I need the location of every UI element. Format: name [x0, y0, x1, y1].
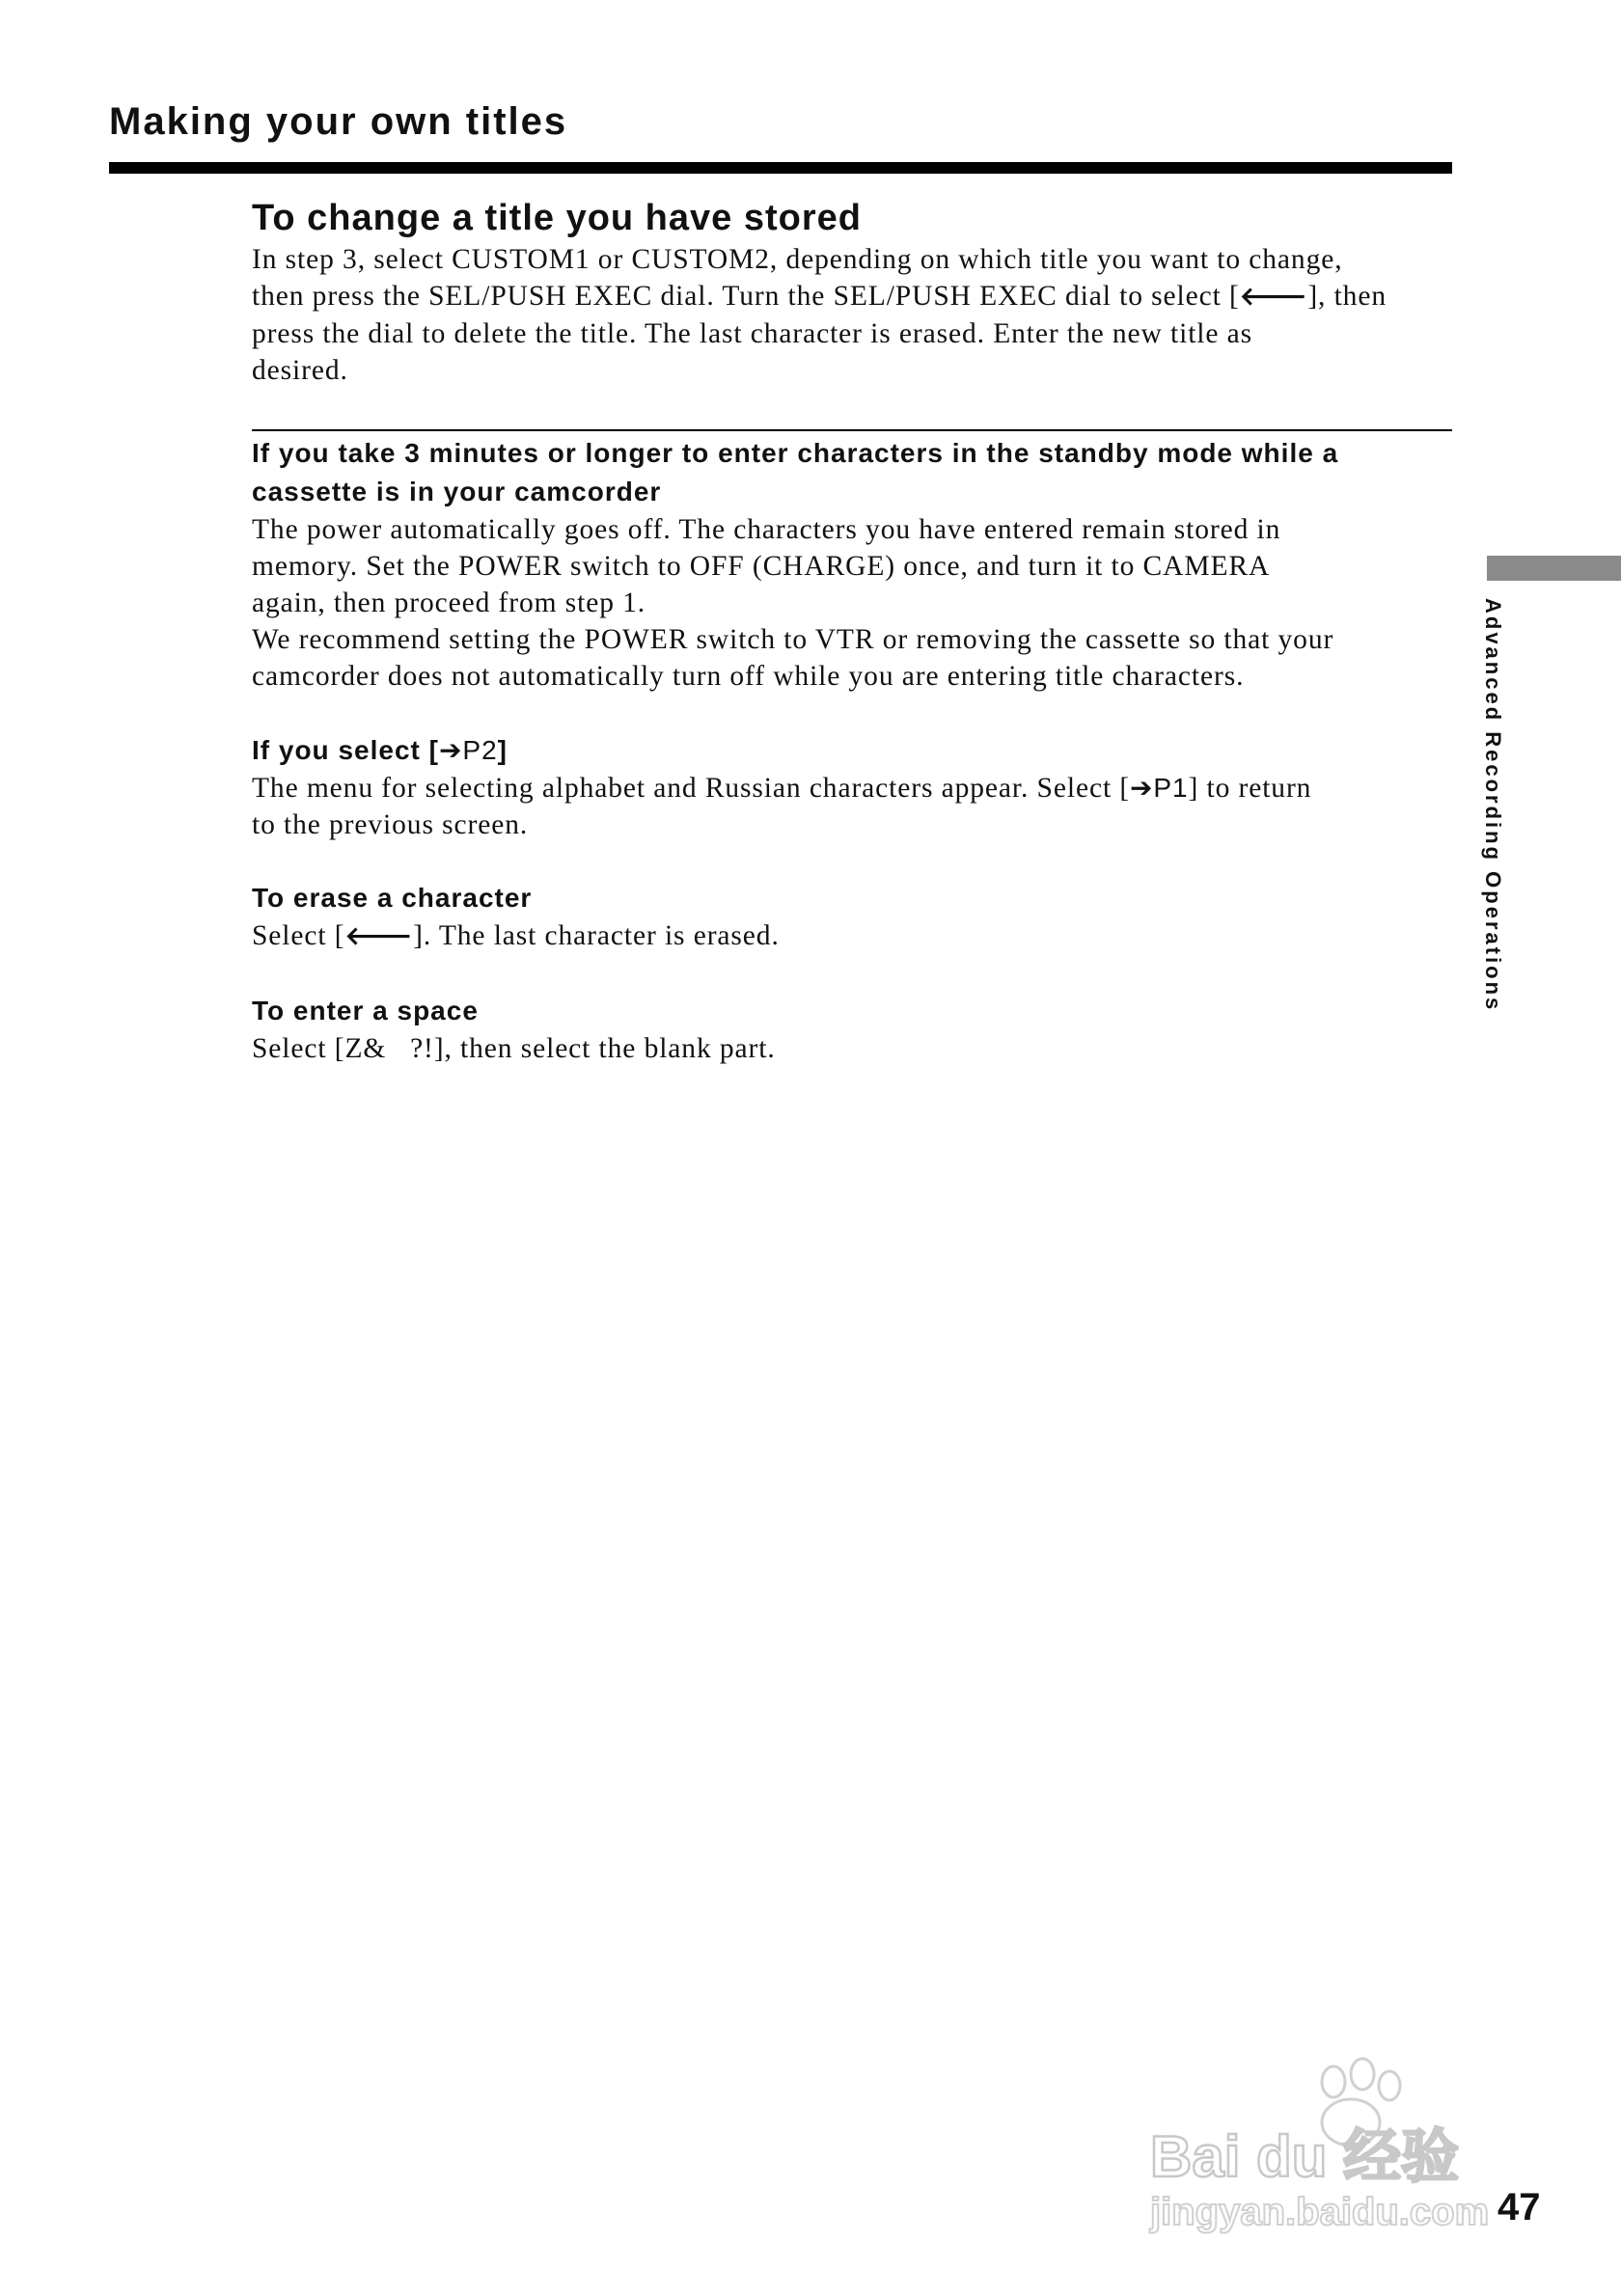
- three-minutes-body: [252, 511, 1458, 695]
- watermark-logo-text: Bai du 经验: [1150, 2124, 1460, 2189]
- note-heading-select-p2: [252, 731, 1458, 770]
- note-heading-erase-char: To erase a character: [252, 883, 533, 913]
- heading-line: If you take 3 minutes or longer to enter characters in the standby mode while a: [252, 438, 1339, 468]
- heading-suffix: ]: [497, 735, 508, 765]
- body-suffix: ] to return: [1188, 773, 1312, 804]
- body-line: camcorder does not automatically turn off while you are entering title characters.: [252, 661, 1245, 692]
- body-prefix: Select [: [252, 920, 345, 951]
- change-title-body: [252, 241, 1458, 389]
- side-tab-label: Advanced Recording Operations: [1481, 598, 1505, 1013]
- select-p2-body: [252, 770, 1458, 843]
- note-heading-three-minutes: [252, 434, 1458, 511]
- right-arrow-icon: ➔P2: [438, 735, 498, 765]
- heading-line: cassette is in your camcorder: [252, 477, 662, 506]
- page-title: Making your own titles: [109, 100, 568, 143]
- body-line: desired.: [252, 355, 348, 386]
- side-tab-marker: [1487, 556, 1621, 581]
- title-rule: [109, 162, 1452, 174]
- body-line: In step 3, select CUSTOM1 or CUSTOM2, depending on which title you want to change,: [252, 244, 1343, 275]
- body-line: memory. Set the POWER switch to OFF (CHARGE) once, and turn it to CAMERA: [252, 551, 1271, 582]
- body-line: again, then proceed from step 1.: [252, 588, 646, 618]
- body-line: We recommend setting the POWER switch to VTR or removing the cassette so that your: [252, 624, 1334, 655]
- body-line: then press the SEL/PUSH EXEC dial. Turn the SEL/PUSH EXEC dial to select [: [252, 281, 1240, 312]
- right-arrow-icon: ➔P1: [1130, 773, 1189, 803]
- section-divider: [252, 429, 1452, 431]
- body-line-fragment: ], then: [1307, 281, 1387, 312]
- body-line: The power automatically goes off. The characters you have entered remain stored in: [252, 514, 1281, 545]
- erase-char-body: [252, 917, 1458, 955]
- left-arrow-icon: 🡐: [1239, 283, 1308, 312]
- page-number: 47: [1497, 2186, 1541, 2228]
- body-line: to the previous screen.: [252, 809, 529, 840]
- section-heading-change-title: To change a title you have stored: [252, 198, 862, 238]
- enter-space-body: Select [Z& ?!], then select the blank part.: [252, 1033, 776, 1064]
- note-heading-enter-space: To enter a space: [252, 996, 479, 1025]
- body-line: press the dial to delete the title. The last character is erased. Enter the new title as: [252, 318, 1253, 349]
- heading-prefix: If you select [: [252, 735, 439, 765]
- body-suffix: ]. The last character is erased.: [413, 920, 780, 951]
- baidu-watermark: [1148, 2053, 1534, 2236]
- left-arrow-icon: 🡐: [344, 922, 414, 951]
- body-prefix: The menu for selecting alphabet and Russian characters appear. Select [: [252, 773, 1131, 804]
- watermark-url-text: jingyan.baidu.com: [1150, 2191, 1490, 2233]
